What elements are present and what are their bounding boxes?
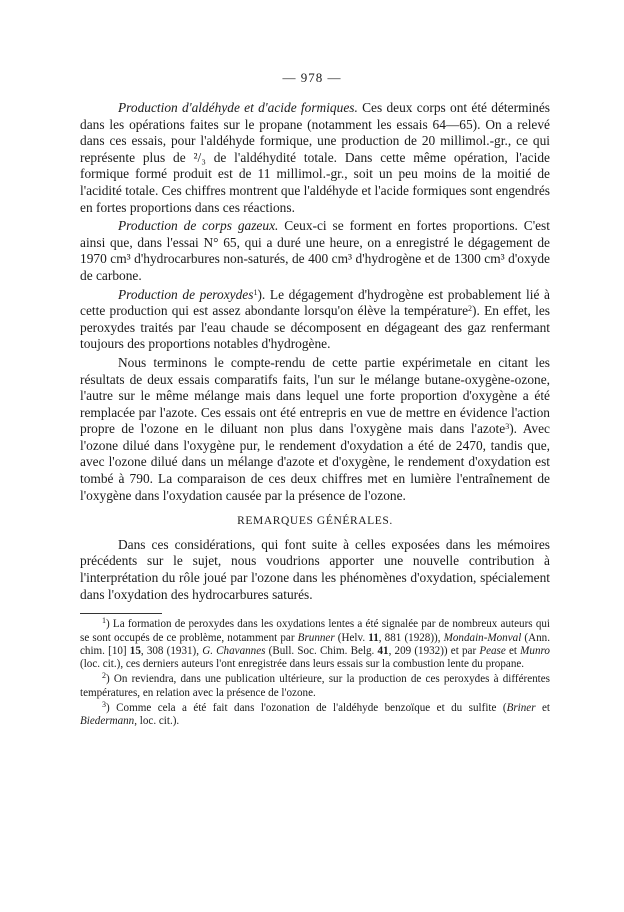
author-name: Brunner <box>297 631 335 644</box>
section-title: REMARQUES GÉNÉRALES. <box>237 515 393 528</box>
paragraph-peroxides <box>80 287 550 353</box>
paragraph-comparison <box>80 355 550 504</box>
footnote-text: ) La formation de peroxydes dans les oxydations lentes a été signalée par de nombreux auteurs qui se sont occupés de ce problème, notamment par <box>80 618 550 644</box>
paragraph-text: Ceux-ci se forment en fortes proportions. C'est ainsi que, dans l'essai N° 65, qui a duré une heure, on a enregistré le dégagement de 1970 cm³ d'hydrocarbures non-saturés, de 400 cm³ d'hydrogène et de 1300 cm³ d'oxyde de carbone. <box>80 218 550 283</box>
paragraph-lead: Production de corps gazeux. <box>118 218 279 234</box>
footnote-2 <box>80 673 550 700</box>
author-name: Briner <box>506 702 536 714</box>
footnote-3 <box>80 702 550 729</box>
footnote-1 <box>80 618 550 671</box>
footnote-ref: 3 <box>505 422 510 432</box>
footnote-divider <box>80 613 162 614</box>
footnote-mark: 3 <box>102 700 106 709</box>
paragraph-lead: Production de peroxydes <box>118 286 254 302</box>
paragraph-text: ). En effet, les peroxydes traités par l'eau chaude se décomposent en dégageant des gaz renfermant toujours des proportions notables d'hydrogène. <box>80 303 551 352</box>
footnote-mark: 1 <box>102 616 106 626</box>
footnote-text: ) On reviendra, dans une publication ultérieure, sur la production de ces peroxydes à différentes températures, en relation avec la présence de l'ozone. <box>80 673 550 699</box>
footnote-text: (Helv. <box>334 631 369 644</box>
footnote-text: , 209 (1932)) et par <box>388 644 480 657</box>
footnote-text: (Ann. chim. [10] <box>80 631 550 657</box>
author-name: G. Chavannes <box>202 644 266 657</box>
footnote-text: , 881 (1928)), <box>378 631 444 644</box>
paragraph-remarks: Dans ces considérations, qui font suite à celles exposées dans les mémoires précédents sur le sujet, nous voudrions apporter une nouvelle contribution à l'interprétation du rôle joué par l'ozone dans les phénomènes d'oxydation, spécialement dans l'oxydation des hydrocarbures saturés. <box>80 536 550 602</box>
footnote-text: et <box>505 644 521 657</box>
footnote-ref: 1 <box>253 287 258 297</box>
footnote-text: ) Comme cela a été fait dans l'ozonation de l'aldéhyde benzoïque et du sulfite ( <box>106 702 507 714</box>
author-name: Pease <box>479 644 506 657</box>
footnote-text: , 308 (1931), <box>140 644 203 657</box>
footnote-text: , loc. cit.). <box>134 715 180 728</box>
author-name: Mondain-Monval <box>443 631 522 644</box>
author-name: Biedermann <box>80 715 135 728</box>
page-number: — 978 — <box>282 70 342 85</box>
volume-number: 41 <box>377 644 389 657</box>
paragraph-formic <box>80 100 550 216</box>
paragraph-text: Nous terminons le compte-rendu de cette partie expérimetale en citant les résultats de deux essais comparatifs faits, l'un sur le mélange butane-oxygène-ozone, l'autre sur le même mélange mais dans lequel une forte proportion d'oxygène a été remplacée par l'azote. Ces essais ont été entrepris en vue de mettre en évidence l'action propre de l'ozone en le diluant non plus dans l'oxygène mais dans l'azote <box>80 354 550 437</box>
footnote-text: (loc. cit.), ces derniers auteurs l'ont enregistrée dans leurs essais sur la combustion lente du propane. <box>80 658 525 671</box>
footnote-text: et <box>535 702 550 714</box>
paragraph-lead: Production d'aldéhyde et d'acide formiques. <box>118 100 358 115</box>
paragraph-gases <box>80 218 550 284</box>
footnote-text: (Bull. Soc. Chim. Belg. <box>265 644 378 657</box>
body-text <box>80 100 550 729</box>
volume-number: 15 <box>129 644 141 657</box>
volume-number: 11 <box>368 631 379 644</box>
footnote-ref: 2 <box>468 304 473 314</box>
paragraph-text: ). Le dégagement d'hydrogène est probablement lié à cette production qui est assez abondante lorsqu'on élève la température <box>80 286 550 319</box>
author-name: Munro <box>520 644 550 657</box>
paragraph-text: Ces deux corps ont été déterminés dans les opérations faites sur le propane (notamment les essais 64—65). On a relevé dans ces essais, pour l'aldéhyde formique, une production de 20 millimol.-gr., ce qui représente plus de ²/₃ de l'aldéhydité totale. Dans cette même opération, l'acide formique formé produit est de 11 millimol.-gr., soit un peu moins de la moitié de l'acidité totale. Ces chiffres montrent que l'aldéhyde et l'acide formiques sont engendrés en fortes proportions dans ces réactions. <box>80 100 551 215</box>
footnotes <box>80 618 550 728</box>
footnote-mark: 2 <box>102 671 106 681</box>
paragraph-text: ). Avec l'ozone dilué dans l'oxygène pur, le rendement d'oxydation a été de 2470, tandis que, avec l'ozone dilué dans un mélange d'azote et d'oxygène, le rendement d'oxydation est tombé à 790. La comparaison de ces deux chiffres met en lumière l'entraînement de l'oxygène dans l'oxydation causée par la présence de l'ozone. <box>80 421 550 503</box>
